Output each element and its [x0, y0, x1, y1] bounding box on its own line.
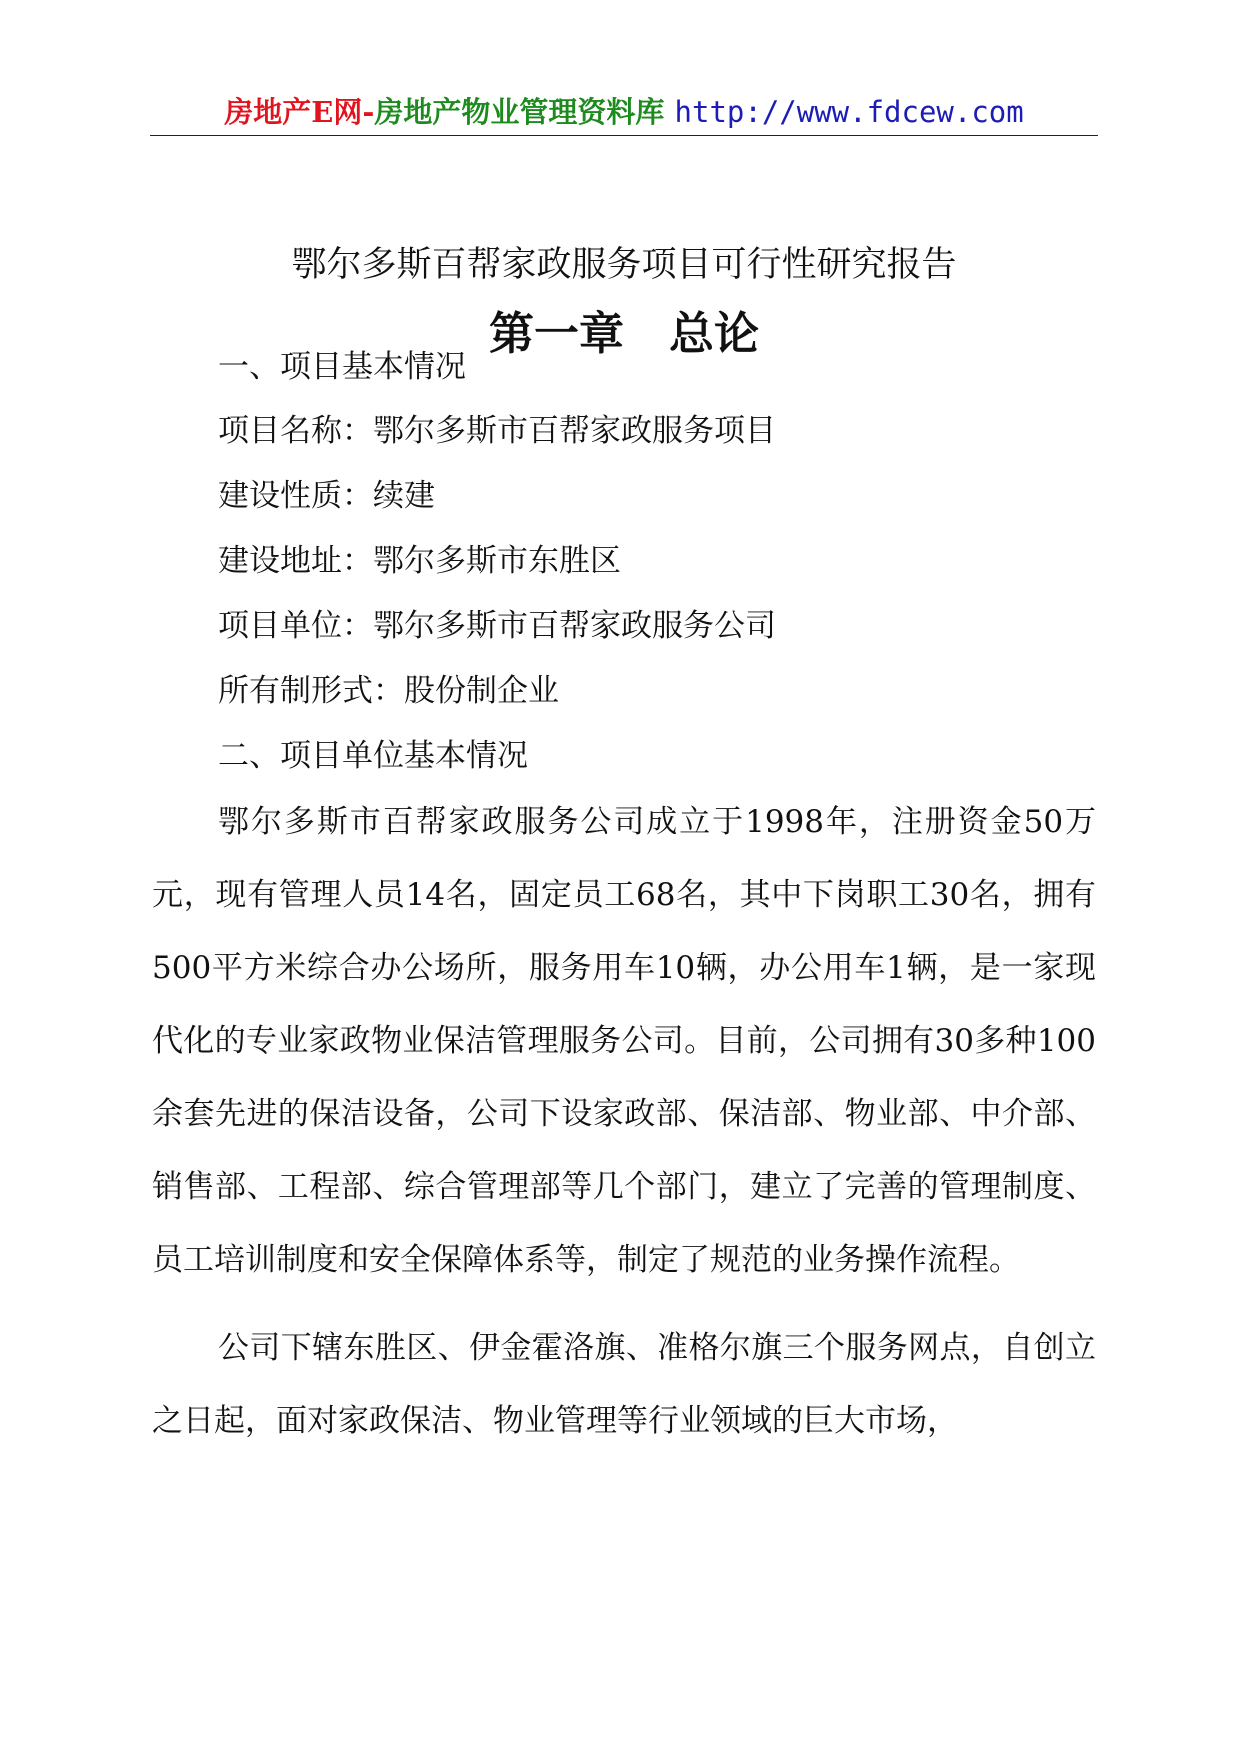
section-heading-2: 二、项目单位基本情况 — [218, 738, 528, 774]
field-project-name — [218, 411, 776, 451]
field-address — [218, 541, 621, 581]
field-label: 建设性质： — [218, 478, 373, 514]
field-label: 建设地址： — [218, 543, 373, 579]
site-header — [150, 92, 1098, 132]
field-value: 鄂尔多斯市百帮家政服务公司 — [373, 608, 776, 644]
field-value: 续建 — [373, 478, 435, 514]
field-label: 项目名称： — [218, 413, 373, 449]
site-name[interactable]: 房地产E网 — [224, 95, 363, 129]
section-heading-1: 一、项目基本情况 — [218, 349, 466, 385]
header-divider — [150, 135, 1098, 136]
site-url-link[interactable]: http://www.fdcew.com — [674, 95, 1024, 129]
field-label: 项目单位： — [218, 608, 373, 644]
field-ownership — [218, 671, 559, 711]
field-value: 鄂尔多斯市东胜区 — [373, 543, 621, 579]
chapter-title: 第一章 总论 — [488, 307, 759, 360]
field-construction-type — [218, 476, 435, 516]
field-project-unit — [218, 606, 776, 646]
body-paragraph: 鄂尔多斯市百帮家政服务公司成立于1998年，注册资金50万元，现有管理人员14名，固定员工68名，其中下岗职工30名，拥有500平方米综合办公场所，服务用车10辆，办公用车1辆，是一家现代化的专业家政物业保洁管理服务公司。目前，公司拥有30多种100余套先进的保洁设备，公司下设家政部、保洁部、物业部、中介部、销售部、工程部、综合管理部等几个部门，建立了完善的管理制度、员工培训制度和安全保障体系等，制定了规范的业务操作流程。 — [152, 804, 1096, 1278]
header-dash: - — [362, 95, 375, 129]
field-value: 股份制企业 — [404, 673, 559, 709]
document-title: 鄂尔多斯百帮家政服务项目可行性研究报告 — [291, 245, 957, 285]
body-paragraph: 公司下辖东胜区、伊金霍洛旗、准格尔旗三个服务网点，自创立之日起，面对家政保洁、物业管理等行业领域的巨大市场， — [152, 1330, 1096, 1439]
field-value: 鄂尔多斯市百帮家政服务项目 — [373, 413, 776, 449]
field-label: 所有制形式： — [218, 673, 404, 709]
library-name[interactable]: 房地产物业管理资料库 — [374, 95, 665, 129]
